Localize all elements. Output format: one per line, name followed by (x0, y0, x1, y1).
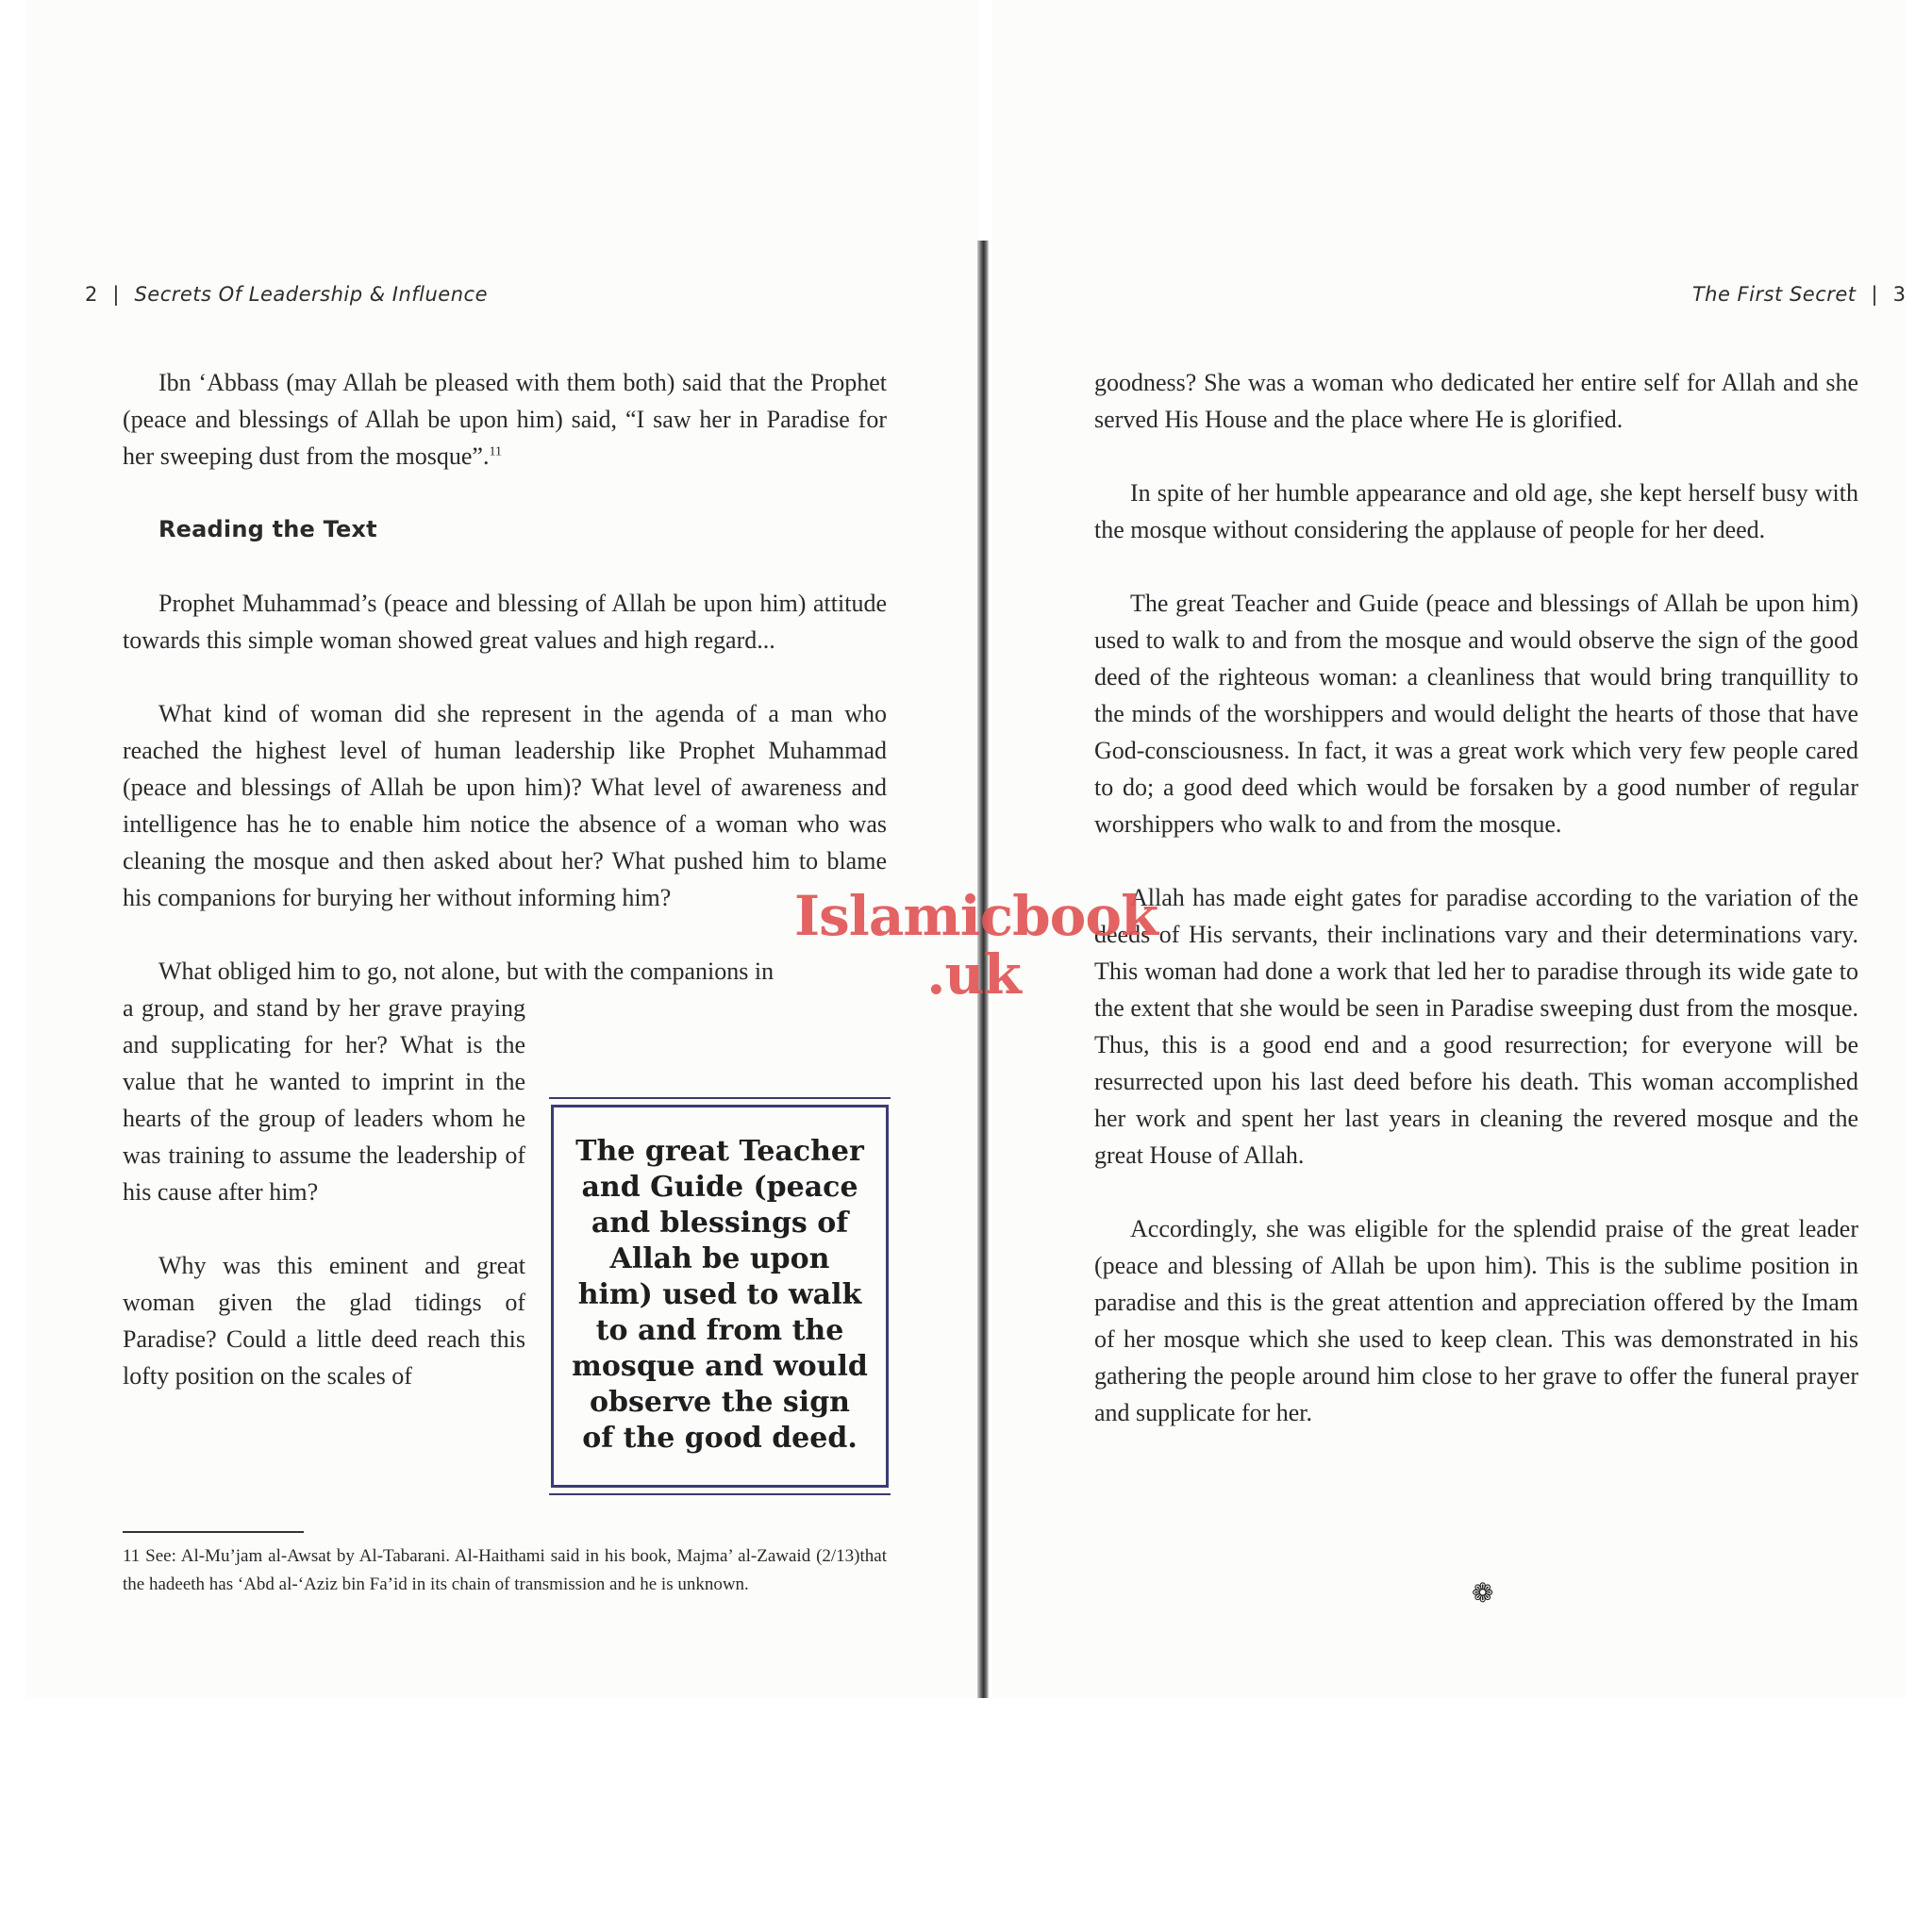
pull-quote-text: The great Teacher and Guide (peace and blessings of Allah be upon him) used to walk to and from the mosque and would observe the sign of the good deed. (551, 1105, 889, 1488)
left-paragraph-2: Prophet Muhammad’s (peace and blessing of Allah be upon him) attitude towards this simple woman showed great values and high regard... (123, 590, 887, 654)
chapter-title: The First Secret (1691, 283, 1857, 306)
left-page-number: 2 (85, 283, 98, 306)
right-paragraph-4: Allah has made eight gates for paradise according to the variation of the deeds of His servants, their inclinations vary and their determinations vary. This woman had done a work that led her to paradise through its wide gate to the extent that she would be seen in Paradise sweeping dust from the mosque. Thus, this is a good end and a good resurrection; for everyone will be resurrected upon his last deed before his death. This woman accomplished her work and spent her last years in cleaning the revered mosque and the great House of Allah. (1094, 884, 1858, 1169)
right-head-separator: | (1871, 283, 1878, 306)
right-body-text (1094, 364, 1858, 1468)
pull-quote (549, 1097, 891, 1495)
left-running-head (85, 283, 488, 306)
right-running-head (1692, 283, 1906, 306)
section-end-ornament-icon: ❁ (1472, 1577, 1494, 1608)
left-head-separator: | (112, 283, 120, 306)
left-paragraph-5: Why was this eminent and great woman given the glad tidings of Paradise? Could a little deed reach this lofty position on the scales of (123, 1252, 525, 1390)
footnote-11: 11 See: Al-Mu’jam al-Awsat by Al-Tabarani. Al-Haithami said in his book, Majma’ al-Zawaid (2/13)that the hadeeth has ‘Abd al-‘Aziz bin Fa’id in its chain of transmission and he is unknown. (123, 1546, 887, 1594)
right-paragraph-3: The great Teacher and Guide (peace and blessings of Allah be upon him) used to walk to and from the mosque and would observe the sign of the good deed of the righteous woman: a cleanliness that would bring tranquillity to the minds of the worshippers and would delight the hearts of those that have God-consciousness. In fact, it was a great work which very few people cared to do; a good deed which would be forsaken by a good number of regular worshippers who walk to and from the mosque. (1094, 590, 1858, 838)
section-heading: Reading the Text (158, 516, 377, 542)
right-page-number: 3 (1892, 283, 1906, 306)
footnote-ref-11: 11 (489, 444, 502, 459)
book-title: Secrets Of Leadership & Influence (134, 283, 488, 306)
right-paragraph-2: In spite of her humble appearance and old age, she kept herself busy with the mosque without considering the applause of people for her deed. (1094, 479, 1858, 543)
left-paragraph-4-wrapped: a group, and stand by her grave praying and supplicating for her? What is the value that he wanted to imprint in the hearts of the group of leaders whom he was training to assume the leadership of his cause after him? (123, 994, 525, 1206)
left-paragraph-4-first-line: What obliged him to go, not alone, but with the companions in (158, 958, 774, 985)
watermark (794, 884, 1158, 1007)
left-paragraph-3: What kind of woman did she represent in the agenda of a man who reached the highest level of human leadership like Prophet Muhammad (peace and blessings of Allah be upon him)? What level of awareness and intelligence has he to enable him notice the absence of a woman who was cleaning the mosque and then asked about her? What pushed him to blame his companions for burying her without informing him? (123, 700, 887, 911)
left-paragraph-1 (123, 364, 887, 475)
watermark-line-2: .uk (926, 942, 1021, 1007)
right-paragraph-5: Accordingly, she was eligible for the splendid praise of the great leader (peace and blessing of Allah be upon him). This is the sublime position in paradise and this is the great attention and appreciation offered by the Imam of her mosque which she used to keep clean. This was demonstrated in his gathering the people around him close to her grave to offer the funeral prayer and supplicate for her. (1094, 1215, 1858, 1426)
left-paragraph-1-text: Ibn ‘Abbass (may Allah be pleased with them both) said that the Prophet (peace and blessings of Allah be upon him) said, “I saw her in Paradise for her sweeping dust from the mosque”. (123, 369, 887, 470)
watermark-line-1: Islamicbook (794, 884, 1158, 948)
footnote-rule (123, 1531, 304, 1533)
right-paragraph-1: goodness? She was a woman who dedicated her entire self for Allah and she served His House and the place where He is glorified. (1094, 369, 1858, 433)
